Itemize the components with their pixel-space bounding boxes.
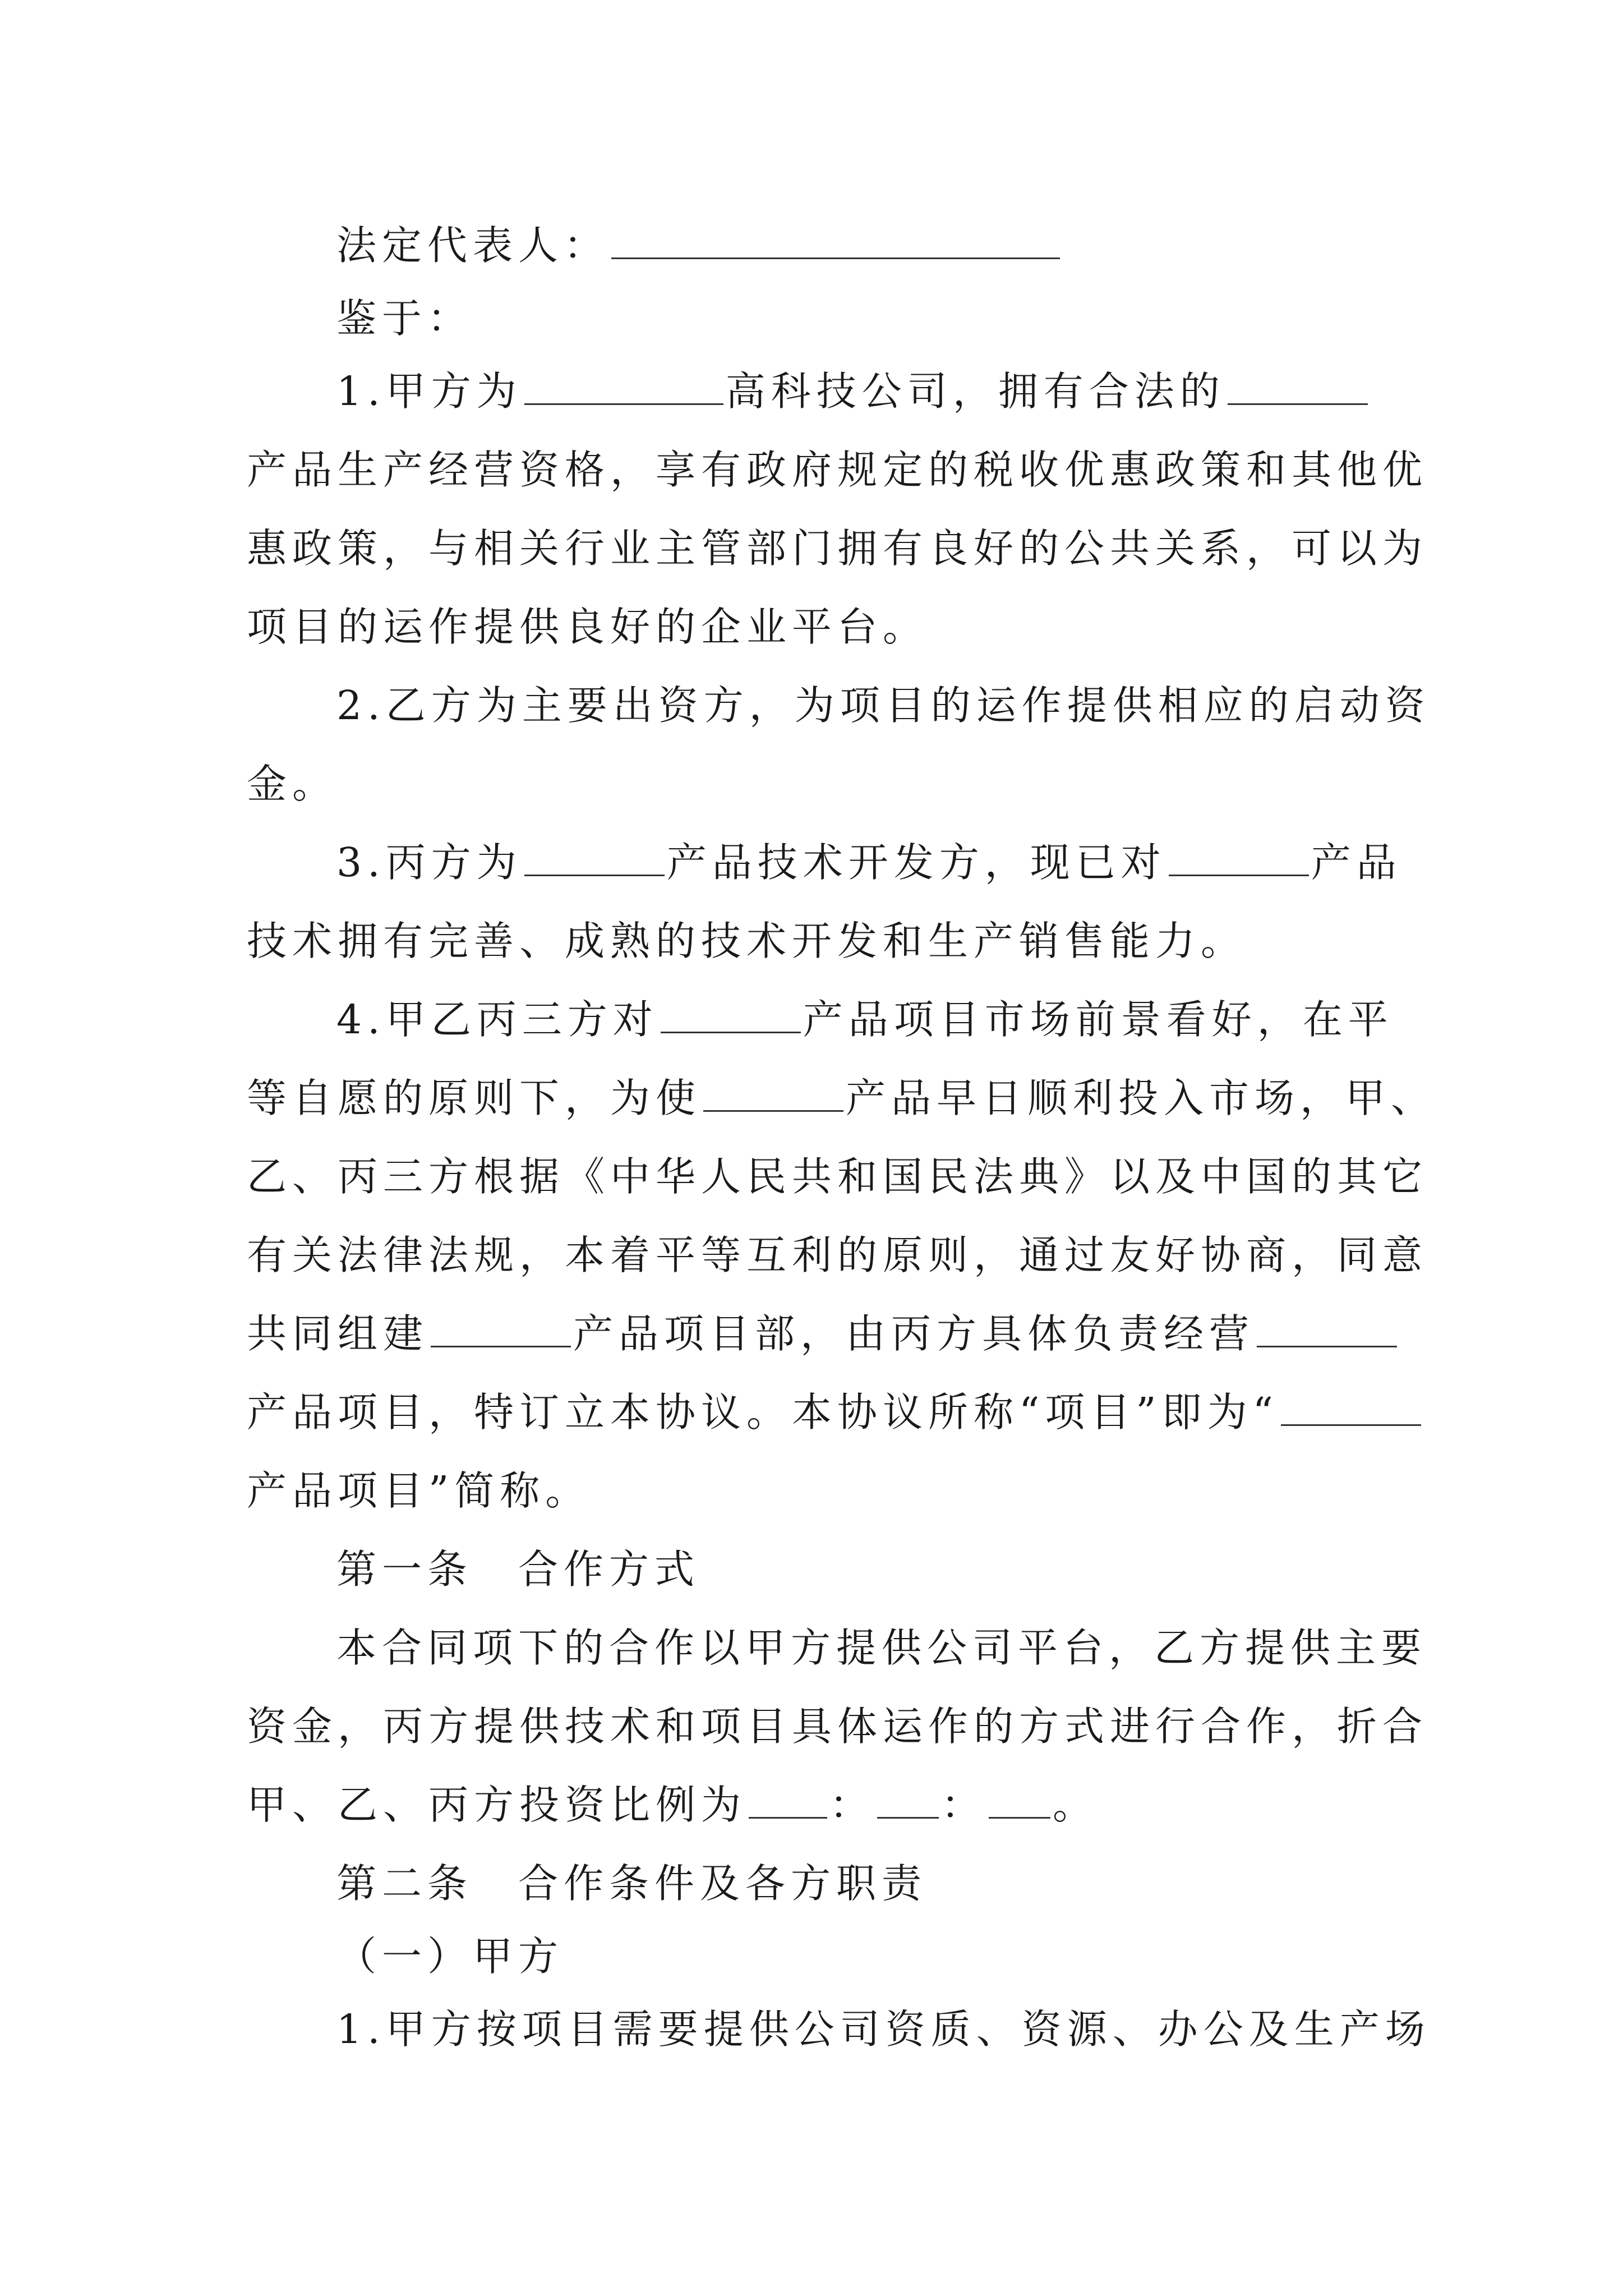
clause1-text-b: 高科技公司，拥有合法的 — [725, 368, 1225, 415]
clause1-line3 — [0, 509, 1623, 588]
clause4-text-i: 产品项目，特订立本协议。本协议所称“项目”即为“ — [247, 1389, 1279, 1435]
article2-text-a: 1.甲方按项目需要提供公司资质、资源、办公及生产场 — [336, 2006, 1431, 2053]
product-blank-1[interactable] — [1228, 365, 1368, 405]
article1-text-end: 。 — [1053, 1782, 1099, 1828]
product-blank-6[interactable] — [431, 1308, 571, 1347]
article1-text-b: 资金，丙方提供技术和项目具体运作的方式进行合作，折合 — [247, 1703, 1428, 1750]
clause4-text-c: 等自愿的原则下，为使 — [247, 1075, 702, 1121]
legal-representative-line — [0, 206, 1623, 285]
clause4-text-j: 产品项目”简称。 — [247, 1467, 591, 1514]
legal-representative-label: 法定代表人： — [336, 222, 610, 269]
ratio-blank-3[interactable] — [989, 1779, 1050, 1819]
product-blank-4[interactable] — [661, 993, 801, 1033]
clause2-text-b: 金。 — [247, 761, 338, 807]
clause1-line4 — [0, 588, 1623, 666]
clause4-line5 — [0, 1295, 1623, 1373]
party-a-subheading: （一）甲方 — [336, 1933, 564, 1980]
clause2-text-a: 2.乙方为主要出资方，为项目的运作提供相应的启动资 — [336, 682, 1431, 729]
company-name-blank[interactable] — [524, 365, 723, 405]
article2-subheading — [0, 1917, 1623, 1996]
whereas-text: 鉴于： — [336, 295, 473, 342]
clause4-line6 — [0, 1373, 1623, 1452]
clause3-text-d: 技术拥有完善、成熟的技术开发和生产销售能力。 — [247, 918, 1247, 964]
clause3-text-c: 产品 — [1311, 839, 1402, 886]
article1-title-text: 第一条 合作方式 — [336, 1546, 700, 1593]
product-blank-7[interactable] — [1257, 1308, 1397, 1347]
article1-title — [0, 1530, 1623, 1609]
product-blank-8[interactable] — [1281, 1386, 1421, 1426]
clause1-text-a: 1.甲方为 — [336, 368, 522, 415]
ratio-separator-1: ： — [829, 1782, 875, 1828]
article2-title-text: 第二条 合作条件及各方职责 — [336, 1860, 928, 1907]
clause3-text-b: 产品技术开发方，现已对 — [666, 839, 1166, 886]
article2-title — [0, 1844, 1623, 1923]
clause2-line1 — [0, 666, 1623, 745]
whereas-heading — [0, 279, 1623, 358]
clause4-line4 — [0, 1216, 1623, 1295]
clause4-line7 — [0, 1452, 1623, 1530]
clause4-text-e: 乙、丙三方根据《中华人民共和国民法典》以及中国的其它 — [247, 1153, 1428, 1200]
article1-text-c: 甲、乙、丙方投资比例为 — [247, 1782, 747, 1828]
clause1-text-d: 惠政策，与相关行业主管部门拥有良好的公共关系，可以为 — [247, 525, 1428, 572]
clause1-line1 — [0, 352, 1623, 431]
article2-line1 — [0, 1990, 1623, 2069]
product-blank-3[interactable] — [1169, 836, 1309, 876]
clause1-text-e: 项目的运作提供良好的企业平台。 — [247, 604, 929, 650]
ratio-blank-1[interactable] — [749, 1779, 827, 1819]
clause3-text-a: 3.丙方为 — [336, 839, 522, 886]
product-blank-5[interactable] — [703, 1072, 843, 1112]
clause4-line2 — [0, 1059, 1623, 1138]
clause4-line3 — [0, 1138, 1623, 1216]
article1-line2 — [0, 1687, 1623, 1766]
clause4-text-g: 共同组建 — [247, 1310, 429, 1357]
article1-text-a: 本合同项下的合作以甲方提供公司平台，乙方提供主要 — [336, 1625, 1427, 1671]
ratio-blank-2[interactable] — [877, 1779, 939, 1819]
clause2-line2 — [0, 745, 1623, 823]
ratio-separator-2: ： — [941, 1782, 987, 1828]
clause4-line1 — [0, 981, 1623, 1059]
legal-representative-blank[interactable] — [611, 219, 1060, 259]
article1-line3 — [0, 1766, 1623, 1844]
clause4-text-b: 产品项目市场前景看好，在平 — [803, 996, 1394, 1043]
clause4-text-a: 4.甲乙丙三方对 — [336, 996, 658, 1043]
product-blank-2[interactable] — [524, 836, 665, 876]
clause3-line2 — [0, 902, 1623, 981]
clause4-text-d: 产品早日顺利投入市场，甲、 — [846, 1075, 1437, 1121]
clause4-text-h: 产品项目部，由丙方具体负责经营 — [573, 1310, 1255, 1357]
article1-line1 — [0, 1609, 1623, 1687]
clause3-line1 — [0, 823, 1623, 902]
clause1-text-c: 产品生产经营资格，享有政府规定的税收优惠政策和其他优 — [247, 447, 1428, 493]
clause1-line2 — [0, 431, 1623, 509]
clause4-text-f: 有关法律法规，本着平等互利的原则，通过友好协商，同意 — [247, 1232, 1428, 1278]
